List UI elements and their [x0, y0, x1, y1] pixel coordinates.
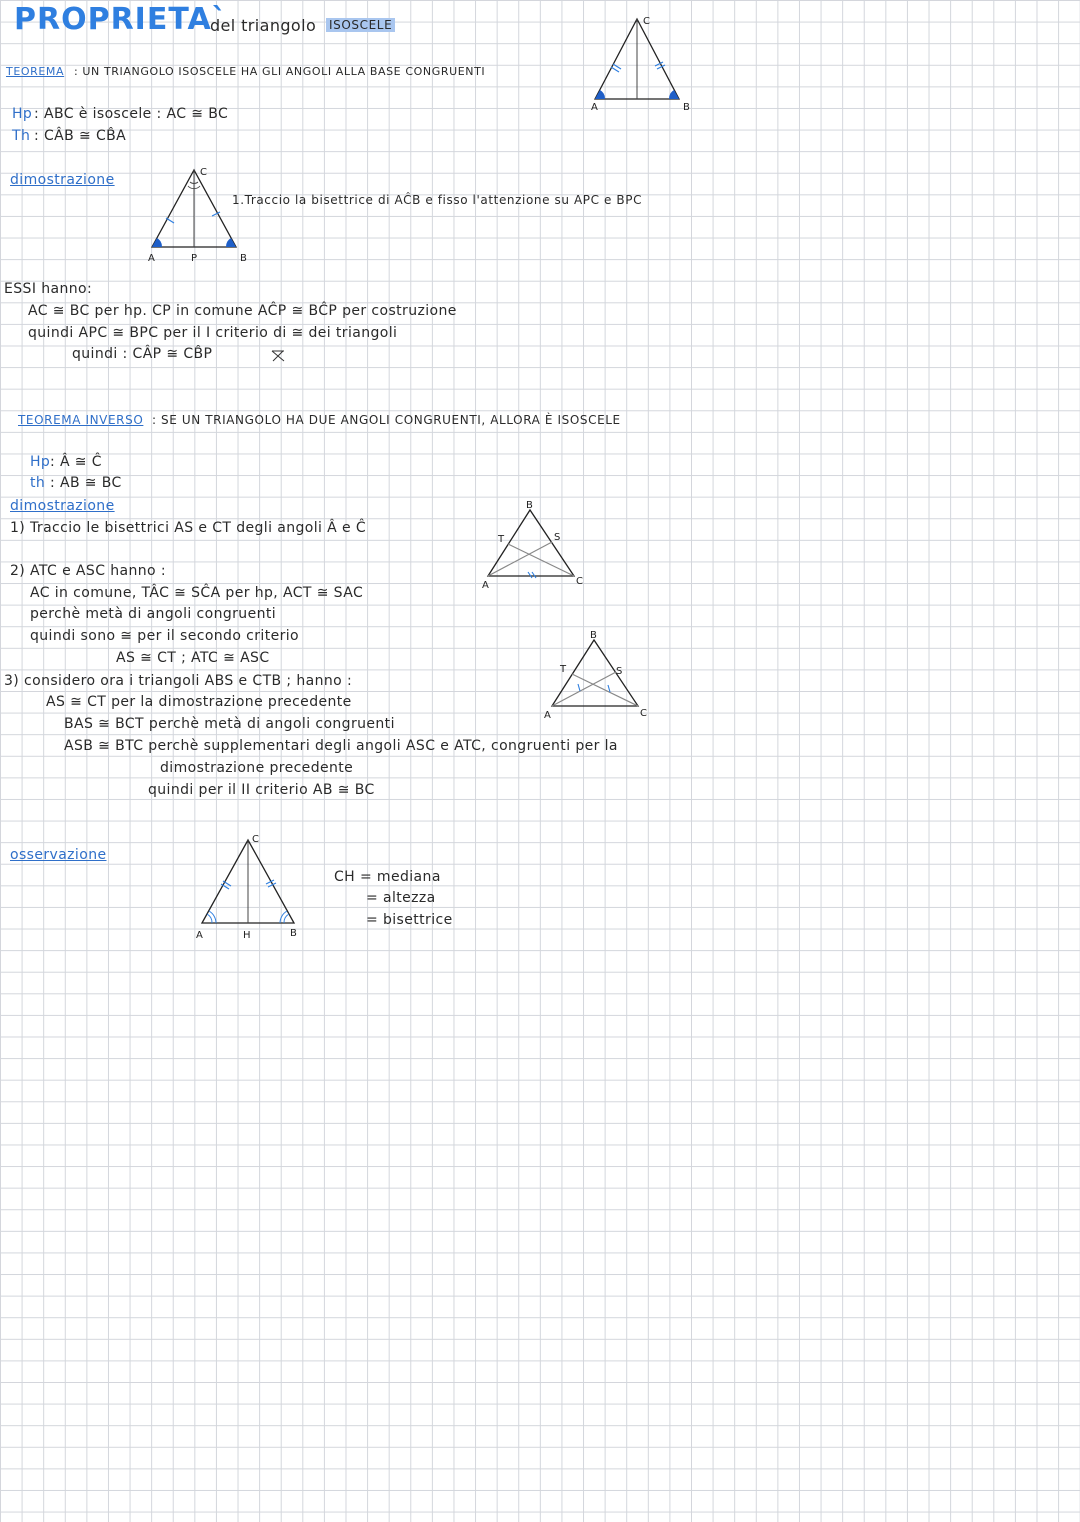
- fig4-label-s: S: [616, 666, 623, 677]
- inverse-step3: 3) considero ora i triangoli ABS e CTB ; hanno :: [4, 673, 353, 689]
- fig2-label-b: B: [240, 253, 247, 264]
- fig3-label-s: S: [554, 532, 561, 543]
- observation-label: osservazione: [10, 847, 107, 863]
- page-title: PROPRIETA`: [14, 2, 228, 37]
- observation-l3: = bisettrice: [366, 912, 453, 928]
- inverse-step3-l3: ASB ≅ BTC perchè supplementari degli angoli ASC e ATC, congruenti per la: [64, 738, 618, 754]
- fig3-label-a: A: [482, 580, 489, 591]
- fig4-label-b: B: [590, 630, 597, 641]
- theorem-text: : UN TRIANGOLO ISOSCELE HA GLI ANGOLI ALLA BASE CONGRUENTI: [74, 65, 486, 78]
- inverse-step3-l1: AS ≅ CT per la dimostrazione precedente: [46, 694, 352, 710]
- fig4-label-a: A: [544, 710, 551, 721]
- inverse-text: : SE UN TRIANGOLO HA DUE ANGOLI CONGRUENTI, ALLORA È ISOSCELE: [152, 413, 621, 427]
- end-of-proof-icon: [270, 348, 286, 364]
- theorem-step1: 1.Traccio la bisettrice di AĈB e fisso l'attenzione su APC e BPC: [232, 193, 643, 207]
- theorem-th: : CÂB ≅ CB̂A: [34, 128, 127, 144]
- inverse-step2-l2: perchè metà di angoli congruenti: [30, 606, 277, 622]
- fig4-label-t: T: [560, 664, 567, 675]
- fig2-label-a: A: [148, 253, 155, 264]
- fig3-label-b: B: [526, 500, 533, 511]
- figure-isosceles-1: [585, 12, 705, 116]
- theorem-hp-label: Hp: [12, 106, 33, 122]
- fig2-label-c: C: [200, 167, 207, 178]
- inverse-th-label: th: [30, 475, 46, 491]
- page-highlight: ISOSCELE: [326, 18, 395, 32]
- inverse-th: : AB ≅ BC: [50, 475, 122, 491]
- inverse-label: TEOREMA INVERSO: [18, 413, 144, 427]
- fig5-label-c: C: [252, 834, 259, 845]
- figure-bisector-cp: [140, 160, 260, 266]
- fig3-label-t: T: [498, 534, 505, 545]
- theorem-th-label: Th: [12, 128, 31, 144]
- inverse-dim-label: dimostrazione: [10, 498, 115, 514]
- theorem-dim-label: dimostrazione: [10, 172, 115, 188]
- observation-l2: = altezza: [366, 890, 436, 906]
- fig4-label-c: C: [640, 708, 647, 719]
- fig2-label-p: P: [191, 253, 198, 264]
- theorem-line2: quindi APC ≅ BPC per il I criterio di ≅ dei triangoli: [28, 325, 398, 341]
- inverse-step1: 1) Traccio le bisettrici AS e CT degli angoli Â e Ĉ: [10, 520, 367, 536]
- inverse-step2-l3: quindi sono ≅ per il secondo criterio: [30, 628, 300, 644]
- fig3-label-c: C: [576, 576, 583, 587]
- fig5-label-h: H: [243, 930, 251, 941]
- inverse-step2: 2) ATC e ASC hanno :: [10, 563, 166, 579]
- theorem-label: TEOREMA: [6, 65, 65, 78]
- fig1-label-a: A: [591, 102, 598, 113]
- figure-observation: [190, 828, 320, 940]
- figure-bisectors-1: [478, 498, 608, 594]
- theorem-line3: quindi : CÂP ≅ CB̂P: [72, 346, 213, 362]
- inverse-step2-l1: AC in comune, TÂC ≅ SĈA per hp, ACT ≅ SAC: [30, 585, 364, 601]
- fig1-label-c: C: [643, 16, 650, 27]
- page-subtitle: del triangolo: [210, 16, 317, 35]
- inverse-hp-label: Hp: [30, 454, 51, 470]
- inverse-step2-l4: AS ≅ CT ; ATC ≅ ASC: [116, 650, 270, 666]
- inverse-step3-l2: BAS ≅ BCT perchè metà di angoli congruenti: [64, 716, 395, 732]
- theorem-hp: : ABC è isoscele : AC ≅ BC: [34, 106, 229, 122]
- figure-bisectors-2: [542, 628, 672, 724]
- theorem-line1: AC ≅ BC per hp. CP in comune AĈP ≅ BĈP per costruzione: [28, 303, 457, 319]
- fig5-label-a: A: [196, 930, 203, 941]
- fig5-label-b: B: [290, 928, 297, 939]
- inverse-step3-l5: quindi per il II criterio AB ≅ BC: [148, 782, 375, 798]
- inverse-hp: : Â ≅ Ĉ: [50, 454, 102, 470]
- essi-hanno: ESSI hanno:: [4, 281, 93, 297]
- inverse-step3-l4: dimostrazione precedente: [160, 760, 354, 776]
- observation-l1: CH = mediana: [334, 869, 441, 885]
- fig1-label-b: B: [683, 102, 690, 113]
